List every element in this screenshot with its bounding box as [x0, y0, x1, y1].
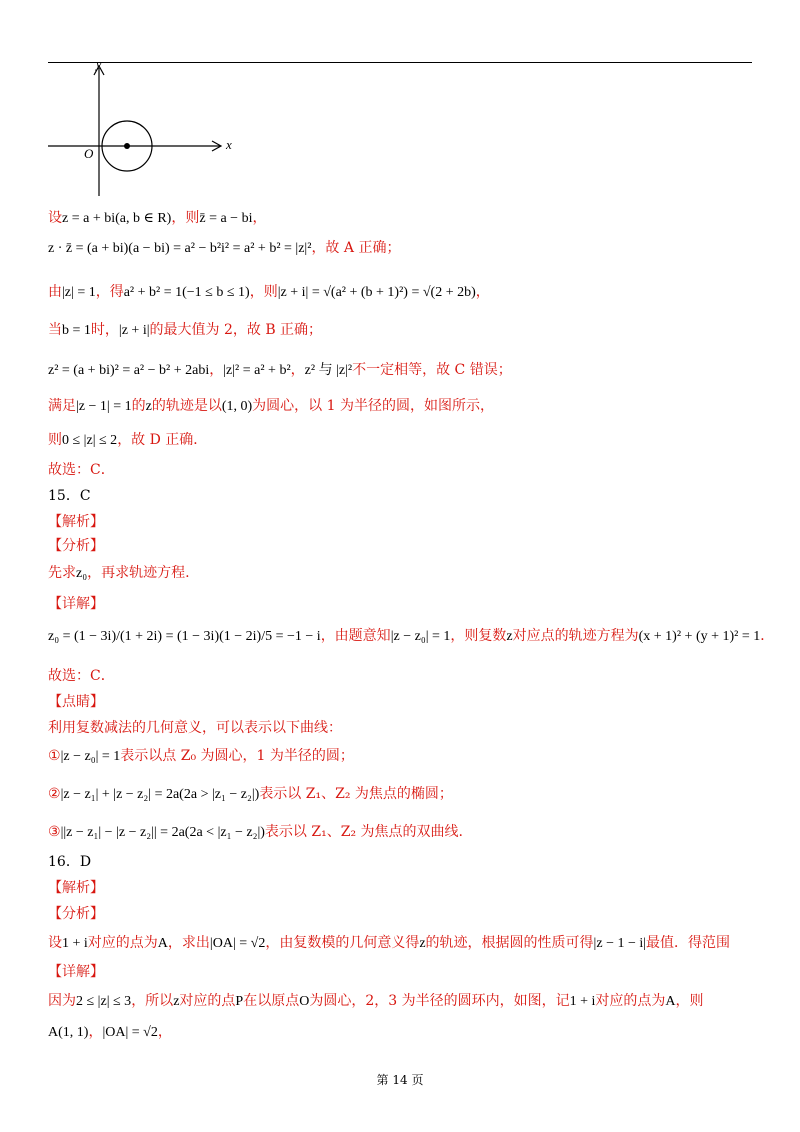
text-segment: 表示以 Z₁、Z₂ 为焦点的椭圆；	[259, 786, 453, 802]
text-line-4	[48, 320, 322, 341]
text-segment: 设	[48, 935, 62, 951]
text-line-21	[48, 852, 91, 872]
text-segment: ，则	[249, 284, 278, 300]
text-line-16	[48, 692, 104, 712]
text-line-23	[48, 904, 104, 924]
math-expression: |z + i|	[118, 323, 150, 338]
text-segment: ，故 D 正确．	[117, 432, 208, 448]
text-segment: ，	[290, 362, 305, 378]
text-segment: 最值．得范围	[646, 935, 731, 951]
text-segment: ，得	[95, 284, 124, 300]
math-expression: |OA| = √2	[102, 1025, 158, 1040]
text-line-11	[48, 536, 104, 556]
text-segment: ，再求轨迹方程.	[87, 565, 190, 581]
math-expression: |z − z₁| + |z − z₂| = 2a(2a > |z₁ − z₂|)	[60, 787, 260, 802]
text-segment: 表示以 Z₁、Z₂ 为焦点的双曲线.	[264, 824, 463, 840]
math-expression: z̄ = a − bi	[199, 211, 253, 226]
math-expression: ||z − z₁| − |z − z₂|| = 2a(2a < |z₁ − z₂|)	[60, 825, 265, 840]
text-segment: ①	[48, 748, 61, 764]
text-segment: 为圆心，以 1 为半径的圆，如图所示，	[252, 398, 494, 414]
text-segment: ，由题意知	[320, 628, 391, 644]
math-expression: O	[299, 994, 310, 1009]
text-segment: ，	[157, 1024, 172, 1040]
math-expression: |OA| = √2	[209, 936, 266, 951]
text-line-8	[48, 460, 115, 480]
math-expression: z = a + bi(a, b ∈ R)	[62, 211, 172, 226]
math-expression: |z| = 1	[62, 285, 96, 300]
text-line-5	[48, 360, 512, 381]
math-expression: A(1, 1)	[48, 1025, 89, 1040]
circle-figure	[44, 62, 244, 202]
text-segment: 在以原点	[243, 993, 300, 1009]
math-expression: (x + 1)² + (y + 1)² = 1	[638, 629, 761, 644]
text-line-9	[48, 486, 91, 506]
text-line-13	[48, 594, 104, 614]
x-axis-label: x	[226, 137, 232, 152]
text-segment: 由	[48, 284, 62, 300]
text-segment: ，	[252, 210, 267, 226]
text-line-7	[48, 430, 207, 451]
text-segment: 对应的点为	[595, 993, 666, 1009]
text-segment: 对应点的轨迹方程为	[512, 628, 639, 644]
page-footer: 第 14 页	[376, 1073, 424, 1087]
text-segment: 故选：C．	[48, 462, 115, 478]
text-segment: 满足	[48, 398, 76, 414]
text-segment: 时，	[90, 322, 119, 338]
math-expression: a² + b² = 1(−1 ≤ b ≤ 1)	[123, 285, 250, 300]
text-segment: 16．D	[48, 854, 92, 870]
text-segment: 则	[48, 432, 62, 448]
text-segment: 为圆心，2，3 为半径的圆环内，如图，记	[309, 993, 570, 1009]
text-segment: ．	[760, 628, 775, 644]
text-line-3	[48, 282, 490, 303]
text-line-24	[48, 933, 730, 954]
text-segment: 15．C	[48, 488, 91, 504]
text-segment: 【解析】	[48, 880, 104, 896]
math-expression: 1 + i	[569, 994, 596, 1009]
math-expression: 0 ≤ |z| ≤ 2	[62, 433, 118, 448]
text-segment: 对应的点为	[87, 935, 158, 951]
text-line-20	[48, 822, 463, 843]
text-segment: 【详解】	[48, 596, 104, 612]
math-expression: |z − z₀| = 1	[390, 629, 451, 644]
text-segment: 故选：C．	[48, 668, 115, 684]
math-expression: |z + i| = √(a² + (b + 1)²) = √(2 + 2b)	[277, 285, 476, 300]
math-expression: z	[173, 994, 180, 1009]
math-expression: 2 ≤ |z| ≤ 3	[76, 994, 132, 1009]
math-expression: b = 1	[62, 323, 91, 338]
math-expression: z · z̄ = (a + bi)(a − bi) = a² − b²i² = a² + b² = |z|²	[48, 241, 312, 256]
text-segment: 的	[131, 398, 146, 414]
text-line-2	[48, 238, 400, 259]
math-expression: z	[419, 936, 426, 951]
text-line-18	[48, 746, 354, 767]
text-line-27	[48, 1022, 172, 1043]
text-line-15	[48, 666, 115, 686]
text-line-22	[48, 878, 104, 898]
text-segment: 【详解】	[48, 964, 104, 980]
origin-label: O	[84, 146, 94, 161]
math-expression: |z|² = a² + b²	[223, 363, 291, 378]
text-segment: ，求出	[167, 935, 210, 951]
text-line-26	[48, 991, 704, 1012]
text-segment: 先求	[48, 565, 76, 581]
math-expression: 1 + i	[62, 936, 88, 951]
math-expression: |z − z₀| = 1	[60, 749, 121, 764]
text-line-10	[48, 512, 104, 532]
text-segment: 利用复数减法的几何意义，可以表示以下曲线：	[48, 720, 342, 736]
math-expression: A	[665, 994, 676, 1009]
text-segment: ③	[48, 824, 61, 840]
math-expression: z₀ = (1 − 3i)/(1 + 2i) = (1 − 3i)(1 − 2i)/5 = −1 − i	[48, 629, 321, 644]
math-expression: z² 与 |z|²	[304, 363, 353, 378]
text-line-17	[48, 718, 342, 738]
text-segment: 当	[48, 322, 62, 338]
text-segment: 对应的点	[179, 993, 236, 1009]
text-segment: 的最大值为 2，故 B 正确；	[149, 322, 323, 338]
math-expression: |z − 1| = 1	[76, 399, 132, 414]
text-line-1	[48, 208, 266, 229]
text-segment: 因为	[48, 993, 76, 1009]
text-segment: ，则	[675, 993, 704, 1009]
text-segment: 表示以点 Z₀ 为圆心，1 为半径的圆；	[120, 748, 354, 764]
text-segment: 不一定相等，故 C 错误；	[352, 362, 512, 378]
text-segment: ，所以	[131, 993, 174, 1009]
math-expression: P	[235, 994, 244, 1009]
text-segment: ，	[475, 284, 490, 300]
text-line-12	[48, 563, 190, 584]
circle-center-dot	[124, 143, 130, 149]
math-expression: z₀	[76, 566, 88, 581]
text-segment: 【分析】	[48, 906, 104, 922]
math-expression: |z − 1 − i|	[593, 936, 647, 951]
text-segment: ，则	[171, 210, 200, 226]
text-segment: 的轨迹，根据圆的性质可得	[425, 935, 594, 951]
text-segment: 的轨迹是以	[151, 398, 222, 414]
math-expression: z	[506, 629, 513, 644]
text-line-19	[48, 784, 453, 805]
text-segment: 【点睛】	[48, 694, 104, 710]
text-segment: 设	[48, 210, 62, 226]
math-expression: z² = (a + bi)² = a² − b² + 2abi	[48, 363, 210, 378]
text-segment: ，故 A 正确；	[311, 240, 401, 256]
math-expression: z	[145, 399, 152, 414]
text-line-14	[48, 626, 774, 647]
text-segment: ，	[209, 362, 224, 378]
text-segment: ，由复数模的几何意义得	[265, 935, 420, 951]
text-segment: ，	[88, 1024, 103, 1040]
text-segment: 【解析】	[48, 514, 104, 530]
text-line-25	[48, 962, 104, 982]
text-segment: ②	[48, 786, 61, 802]
text-segment: ，则复数	[450, 628, 507, 644]
math-expression: (1, 0)	[221, 399, 253, 414]
text-line-6	[48, 396, 494, 417]
y-axis-label: y	[96, 62, 102, 71]
text-segment: 【分析】	[48, 538, 104, 554]
math-expression: A	[157, 936, 168, 951]
